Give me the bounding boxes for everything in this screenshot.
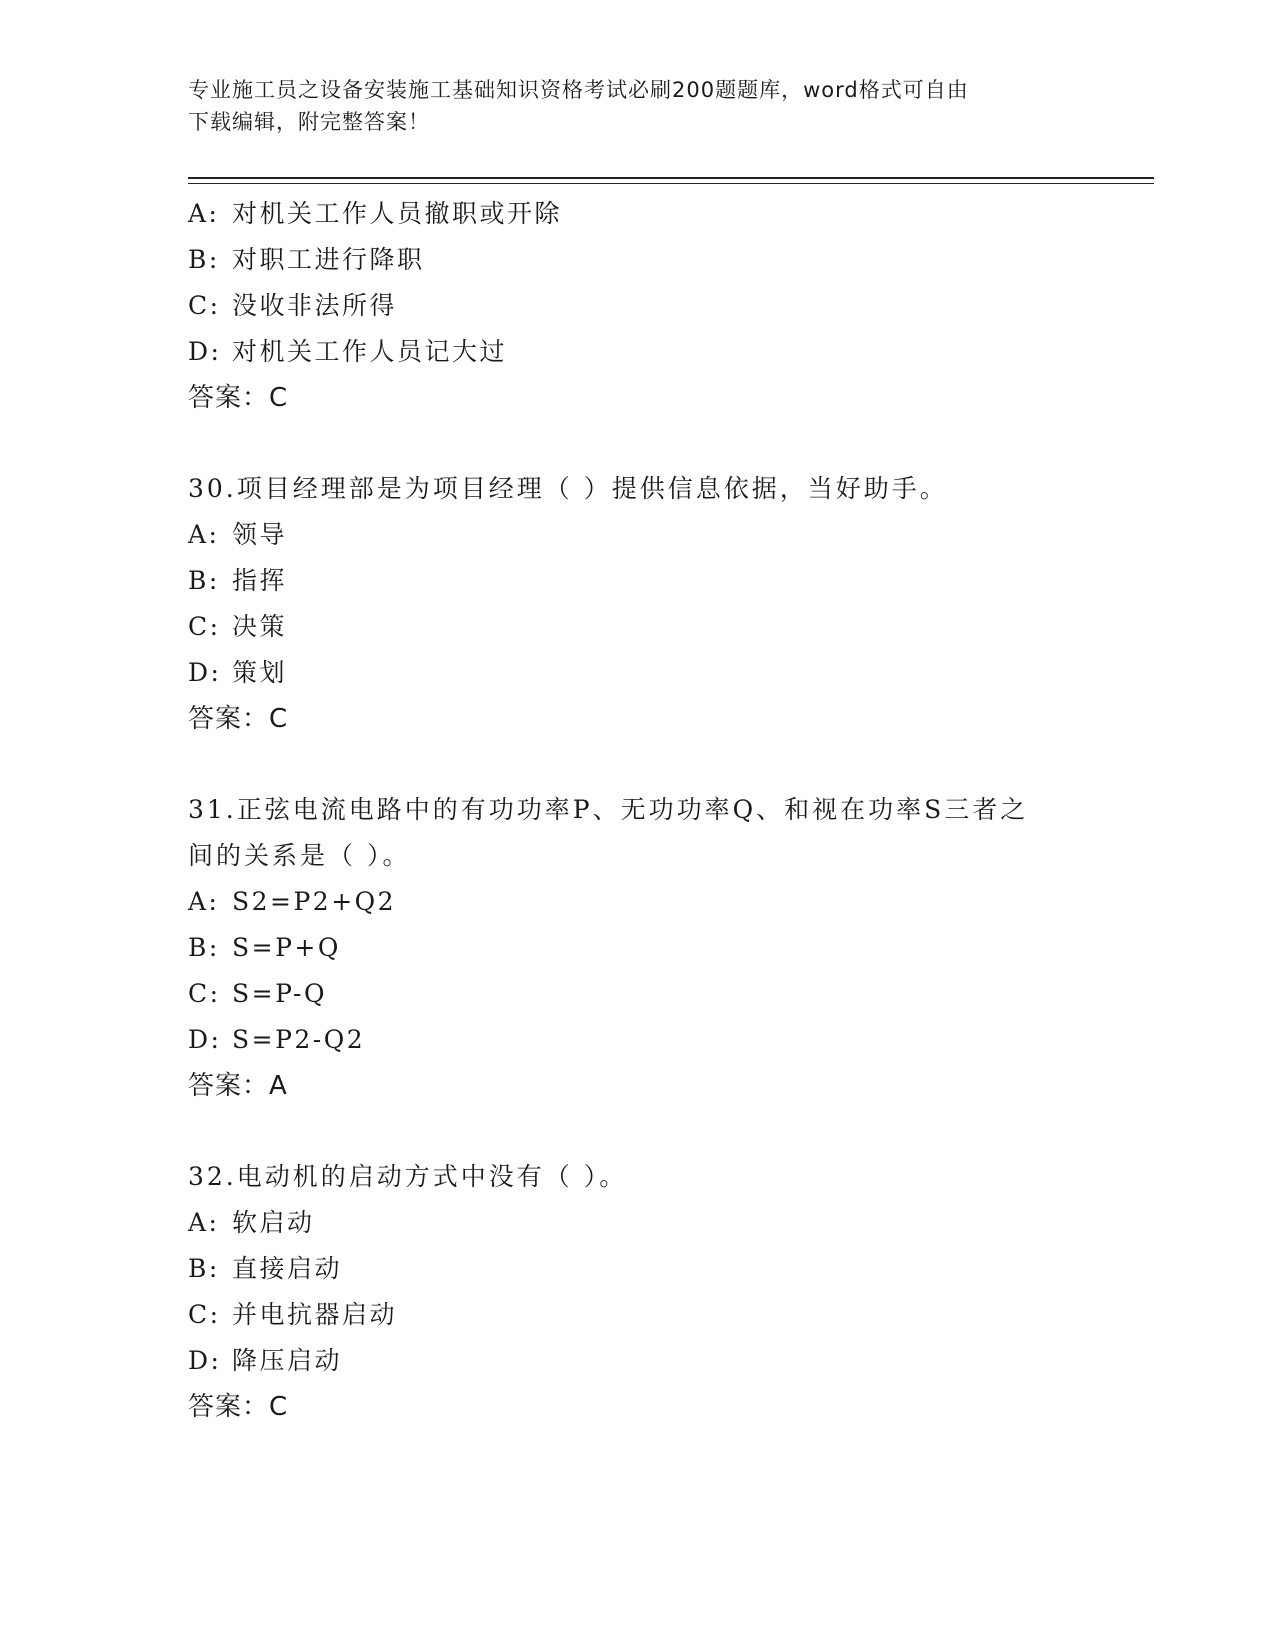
option-text: 领导: [232, 520, 288, 549]
option-c: [188, 604, 1088, 650]
option-text: S=P2-Q2: [232, 1025, 366, 1054]
option-label: B:: [188, 566, 220, 595]
question-stem: 32.电动机的启动方式中没有（ ）。: [188, 1162, 628, 1191]
option-label: A:: [188, 1208, 220, 1237]
option-label: B:: [188, 933, 220, 962]
option-label: D:: [188, 1025, 222, 1054]
option-a: [188, 191, 1088, 237]
option-label: C:: [188, 612, 221, 641]
option-label: A:: [188, 199, 220, 228]
option-text: 指挥: [232, 566, 288, 595]
option-b: [188, 237, 1088, 283]
option-label: C:: [188, 1300, 221, 1329]
answer-line: 答案：A: [188, 1071, 288, 1101]
option-text: 对机关工作人员撤职或开除: [232, 199, 563, 228]
option-label: A:: [188, 520, 220, 549]
header-divider-thick: [188, 177, 1154, 179]
option-text: 并电抗器启动: [232, 1300, 398, 1329]
option-text: 没收非法所得: [232, 291, 398, 320]
question-block-29: [188, 191, 1088, 421]
option-text: S2=P2+Q2: [232, 887, 397, 916]
header-line-2: 下载编辑，附完整答案！: [188, 110, 430, 134]
option-b: [188, 1246, 1088, 1292]
option-text: 策划: [232, 658, 288, 687]
option-label: D:: [188, 1346, 222, 1375]
option-b: [188, 558, 1088, 604]
answer-line: 答案：C: [188, 383, 289, 413]
option-text: 对机关工作人员记大过: [232, 337, 508, 366]
option-label: D:: [188, 658, 222, 687]
answer-line: 答案：C: [188, 1392, 289, 1422]
answer-line: 答案：C: [188, 704, 289, 734]
option-text: 决策: [232, 612, 288, 641]
option-label: A:: [188, 887, 220, 916]
option-text: 对职工进行降职: [232, 245, 425, 274]
document-header: [188, 74, 1068, 138]
option-text: S=P+Q: [232, 933, 341, 962]
header-divider-thin: [188, 183, 1154, 184]
question-block-31: [188, 787, 1088, 1109]
option-a: [188, 879, 1088, 925]
option-label: B:: [188, 245, 220, 274]
option-c: [188, 283, 1088, 329]
question-block-32: [188, 1154, 1088, 1430]
option-c: [188, 971, 1088, 1017]
option-text: 软启动: [232, 1208, 315, 1237]
option-text: 直接启动: [232, 1254, 343, 1283]
option-c: [188, 1292, 1088, 1338]
question-stem: 30.项目经理部是为项目经理（ ）提供信息依据，当好助手。: [188, 474, 948, 503]
question-block-30: [188, 466, 1088, 742]
option-a: [188, 1200, 1088, 1246]
option-label: C:: [188, 979, 221, 1008]
option-label: D:: [188, 337, 222, 366]
option-label: C:: [188, 291, 221, 320]
header-line-1: 专业施工员之设备安装施工基础知识资格考试必刷200题题库，word格式可自由: [188, 78, 969, 102]
option-d: [188, 1338, 1088, 1384]
question-list: [188, 191, 1088, 1430]
option-d: [188, 1017, 1088, 1063]
option-d: [188, 650, 1088, 696]
option-label: B:: [188, 1254, 220, 1283]
option-text: S=P-Q: [232, 979, 327, 1008]
option-b: [188, 925, 1088, 971]
option-text: 降压启动: [232, 1346, 343, 1375]
question-stem: 31.正弦电流电路中的有功功率P、无功功率Q、和视在功率S三者之间的关系是（ ）。: [188, 795, 1029, 870]
option-a: [188, 512, 1088, 558]
option-d: [188, 329, 1088, 375]
